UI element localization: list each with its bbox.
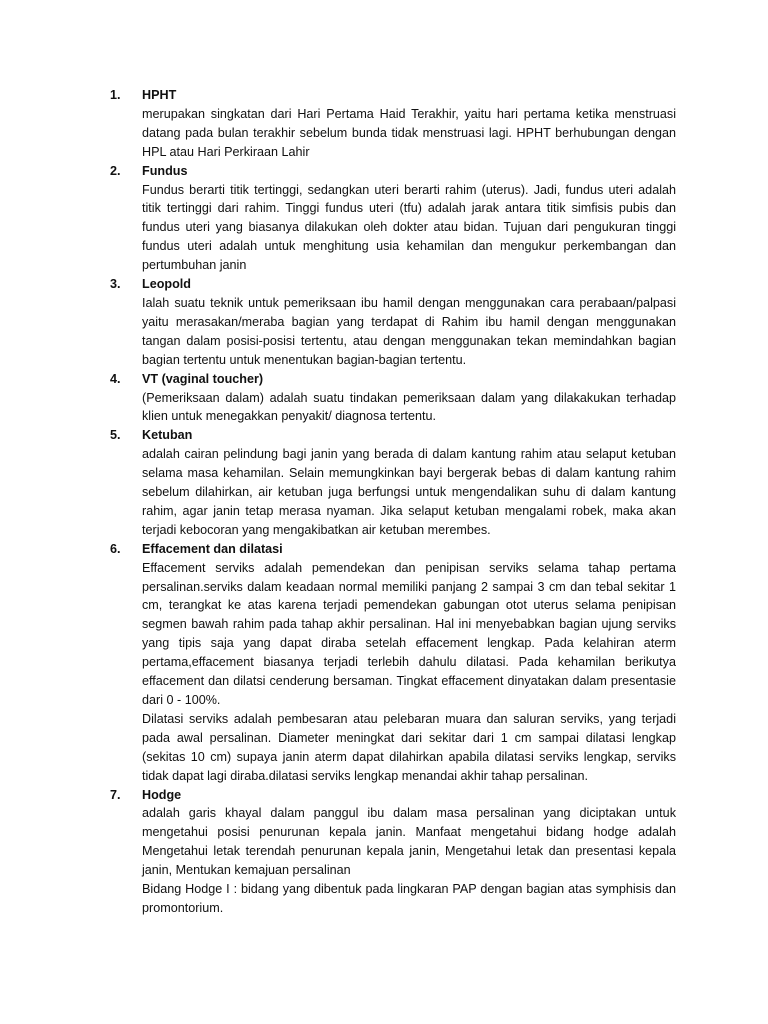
list-item-leopold — [110, 275, 676, 370]
item-paragraph: Ialah suatu teknik untuk pemeriksaan ibu hamil dengan menggunakan cara perabaan/palpasi yaitu merasakan/meraba bagian yang terdapat di Rahim ibu hamil dengan menggunakan tangan dalam posisi-posisi tertentu, atau dengan menggunakan tekan memindahkan bagian bagian tertentu untuk menentukan bagian-bagian tertentu. — [142, 295, 676, 367]
item-heading: VT (vaginal toucher) — [142, 371, 264, 386]
item-number: 1. — [110, 88, 121, 102]
item-heading: Leopold — [142, 277, 191, 292]
list-item-fundus — [110, 162, 676, 275]
item-number: 7. — [110, 787, 121, 802]
list-item-hpht — [110, 86, 676, 162]
item-paragraph: Bidang Hodge I : bidang yang dibentuk pada lingkaran PAP dengan bagian atas symphisis dan promontorium. — [142, 882, 676, 915]
item-heading: Hodge — [142, 787, 182, 802]
item-heading: Ketuban — [142, 428, 193, 443]
item-paragraph: Dilatasi serviks adalah pembesaran atau pelebaran muara dan saluran serviks, yang terjadi pada awal persalinan. Diameter meningkat dari sekitar dari 1 cm sampai dilatasi lengkap (sekitas 10 cm) supaya janin aterm dapat dilahirkan apabila dilatasi serviks lengkap, serviks tidak dapat lagi diraba.dilatasi serviks lengkap menandai akhir tahap persalinan. — [142, 711, 676, 783]
item-paragraph: adalah garis khayal dalam panggul ibu dalam masa persalinan yang diciptakan untuk mengetahui posisi penurunan kepala janin. Manfaat mengetahui bidang hodge adalah Mengetahui letak terendah penurunan kepala janin, Mengetahui letak dan presentasi kepala janin, Mentukan kemajuan persalinan — [142, 806, 676, 878]
item-paragraph: Effacement serviks adalah pemendekan dan penipisan serviks selama tahap pertama persalinan.serviks dalam keadaan normal memiliki panjang 2 sampai 3 cm dan tebal sekitar 1 cm, terangkat ke atas karena terjadi pemendekan gabungan otot uterus selama penipisan segmen bawah rahim pada tahap akhir persalinan. Hal ini menyebabkan bagian ujung serviks yang tipis saja yang dapat diraba setelah effacement lengkap. Pada kelahiran aterm pertama,effacement biasanya terjadi terlebih dahulu dilatasi. Pada kehamilan berikutya effacement dan dilatsi cenderung bersaman. Tingkat effacement dinyatakan dalam presentasie dari 0 - 100%. — [142, 560, 676, 707]
item-heading: Effacement dan dilatasi — [142, 541, 283, 556]
term-list — [110, 86, 676, 918]
list-item-hodge — [110, 786, 676, 918]
item-paragraph: adalah cairan pelindung bagi janin yang berada di dalam kantung rahim atau selaput ketuban selama masa kehamilan. Selain memungkinkan bayi bergerak bebas di dalam kantung rahim sebelum dilahirkan, air ketuban juga berfungsi untuk mengendalikan suhu di dalam kantung rahim, agar janin tetap merasa nyaman. Jika selaput ketuban mengalami robek, maka akan terjadi kebocoran yang mengakibatkan air ketuban merembes. — [142, 447, 676, 537]
item-number: 3. — [110, 277, 121, 292]
item-number: 5. — [110, 428, 121, 443]
item-heading: HPHT — [142, 88, 177, 102]
item-heading: Fundus — [142, 163, 188, 178]
item-number: 2. — [110, 163, 121, 178]
list-item-vt — [110, 370, 676, 427]
item-paragraph: merupakan singkatan dari Hari Pertama Haid Terakhir, yaitu hari pertama ketika menstruasi datang pada bulan terakhir sebelum bunda tidak menstruasi lagi. HPHT berhubungan dengan HPL atau Hari Perkiraan Lahir — [142, 106, 676, 159]
list-item-ketuban — [110, 426, 676, 539]
item-paragraph: (Pemeriksaan dalam) adalah suatu tindakan pemeriksaan dalam yang dilakakukan terhadap klien untuk menegakkan penyakit/ diagnosa tertentu. — [142, 390, 676, 424]
item-number: 4. — [110, 371, 121, 386]
list-item-effacement-dilatasi — [110, 540, 676, 786]
item-paragraph: Fundus berarti titik tertinggi, sedangkan uteri berarti rahim (uterus). Jadi, fundus uteri adalah titik tertinggi dari rahim. Tinggi fundus uteri (tfu) adalah jarak antara titik simfisis pubis dan fundus uteri yang biasanya dilakukan oleh dokter atau bidan. Tujuan dari pengukuran tinggi fundus uteri adalah untuk menghitung usia kehamilan dan mengukur perkembangan dan pertumbuhan janin — [142, 182, 676, 273]
item-number: 6. — [110, 541, 121, 556]
